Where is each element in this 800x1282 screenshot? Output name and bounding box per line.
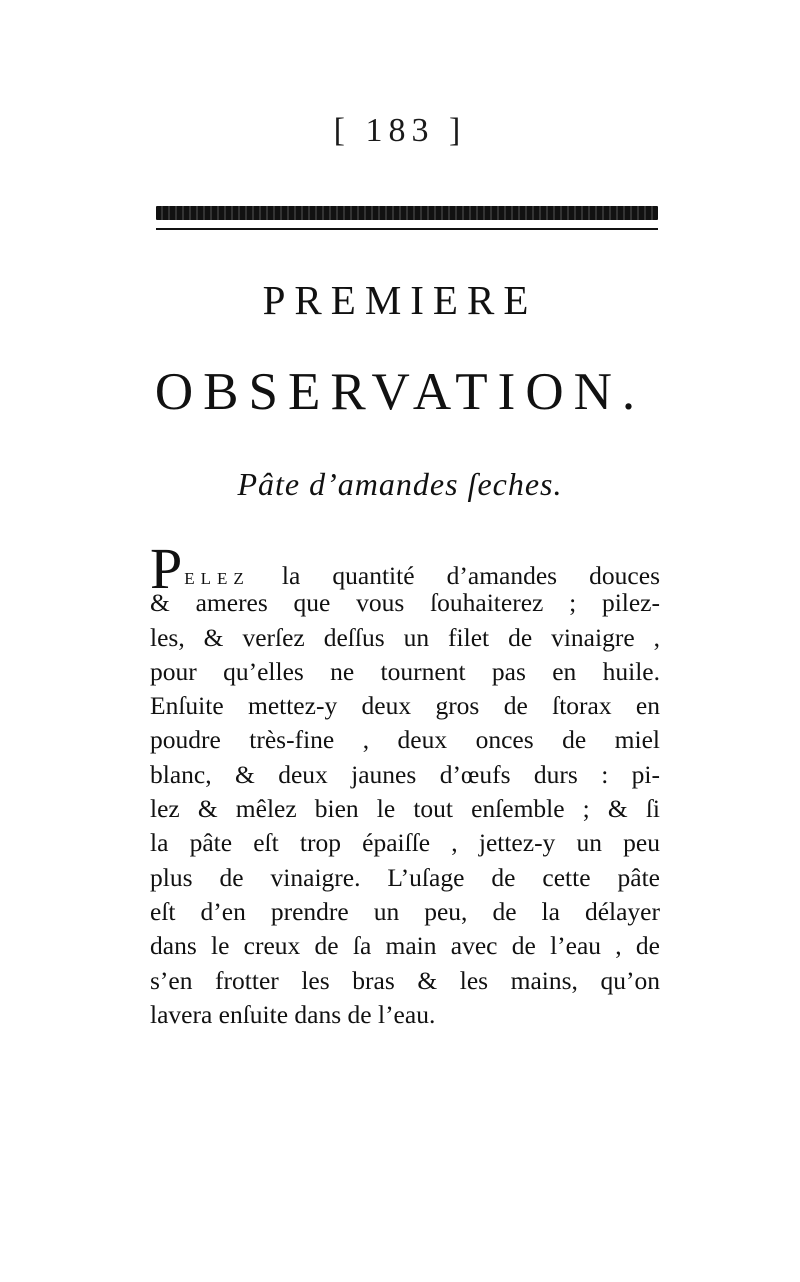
- text-line-1-rest: la quantité d’amandes douces: [281, 561, 660, 590]
- ornamental-rule: [156, 206, 658, 220]
- page-number: [ 183 ]: [333, 112, 467, 149]
- text-line-3: les, & verſez deſſus un filet de vinaigre ,: [150, 622, 660, 652]
- text-line-13: s’en frotter les bras & les mains, qu’on: [150, 965, 660, 995]
- drop-cap: P: [150, 536, 183, 601]
- first-word-smallcaps: ELEZ: [184, 569, 250, 588]
- text-line-7: blanc, & deux jaunes d’œufs durs : pi-: [150, 759, 660, 789]
- divider-line: [156, 228, 658, 230]
- text-line-12: dans le creux de ſa main avec de l’eau , de: [150, 931, 660, 961]
- chapter-title-line-1: PREMIERE: [262, 277, 538, 323]
- body-paragraph: [150, 536, 660, 1032]
- text-line-8: lez & mêlez bien le tout enſemble ; & ſi: [150, 794, 660, 824]
- text-line-11: eſt d’en prendre un peu, de la délayer: [150, 896, 660, 926]
- text-line-10: plus de vinaigre. L’uſage de cette pâte: [150, 862, 660, 892]
- text-line-4: pour qu’elles ne tournent pas en huile.: [150, 656, 660, 686]
- chapter-title-line-2: OBSERVATION.: [154, 363, 646, 421]
- recipe-subtitle: Pâte d’amandes ſeches.: [237, 466, 563, 502]
- text-line-14: lavera enſuite dans de l’eau.: [150, 999, 436, 1029]
- text-line-2: & ameres que vous ſouhaiterez ; pilez-: [150, 588, 660, 618]
- text-line-6: poudre très-fine , deux onces de miel: [150, 725, 660, 755]
- text-line-1: [150, 536, 660, 601]
- text-line-5: Enſuite mettez-y deux gros de ſtorax en: [150, 691, 660, 721]
- text-line-9: la pâte eſt trop épaiſſe , jettez-y un peu: [150, 828, 660, 858]
